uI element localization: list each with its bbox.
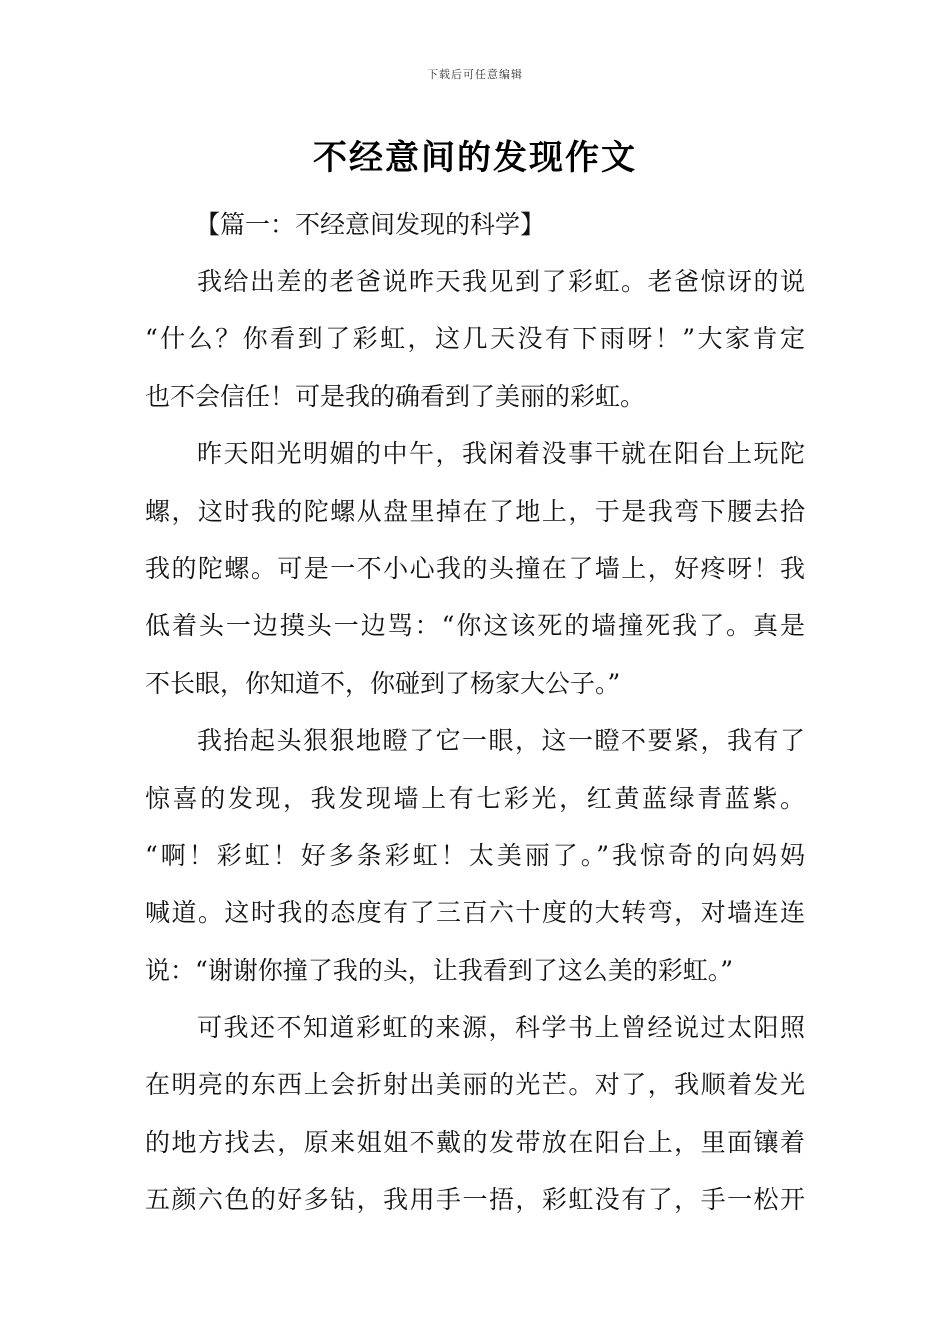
section-heading: 【篇一：不经意间发现的科学】 [195,210,546,239]
text-line: 我给出差的老爸说昨天我见到了彩虹。老爸惊讶的说 [197,267,805,296]
text-line: 螺，这时我的陀螺从盘里掉在了地上，于是我弯下腰去拾 [145,496,805,526]
text-line: 在明亮的东西上会折射出美丽的光芒。对了，我顺着发光 [145,1070,805,1100]
text-line: 喊道。这时我的态度有了三百六十度的大转弯，对墙连连 [145,898,805,928]
text-line: 也不会信任！可是我的确看到了美丽的彩虹。 [145,381,646,411]
text-line: 的地方找去，原来姐姐不戴的发带放在阳台上，里面镶着 [145,1127,805,1157]
paragraph-lines [145,253,805,1229]
text-line: “啊！彩虹！好多条彩虹！太美丽了。”我惊奇的向妈妈 [145,840,805,870]
text-line: 昨天阳光明媚的中午，我闲着没事干就在阳台上玩陀 [197,439,805,469]
text-line: 五颜六色的好多钻，我用手一捂，彩虹没有了，手一松开 [145,1185,805,1215]
text-line: 我抬起头狠狠地瞪了它一眼，这一瞪不要紧，我有了 [197,726,805,756]
text-line: 低着头一边摸头一边骂：“你这该死的墙撞死我了。真是 [145,611,805,641]
text-line: “什么？你看到了彩虹，这几天没有下雨呀！”大家肯定 [145,324,805,354]
text-line: 可我还不知道彩虹的来源，科学书上曾经说过太阳照 [197,1013,805,1043]
document-title: 不经意间的发现作文 [313,138,637,178]
text-line: 说：“谢谢你撞了我的头，让我看到了这么美的彩虹。” [145,955,734,985]
header-note: 下载后可任意编辑 [427,68,523,81]
text-line: 惊喜的发现，我发现墙上有七彩光，红黄蓝绿青蓝紫。 [145,783,805,813]
text-line: 我的陀螺。可是一不小心我的头撞在了墙上，好疼呀！我 [145,553,805,583]
document-body [145,196,805,1229]
text-line: 不长眼，你知道不，你碰到了杨家大公子。” [145,668,621,698]
